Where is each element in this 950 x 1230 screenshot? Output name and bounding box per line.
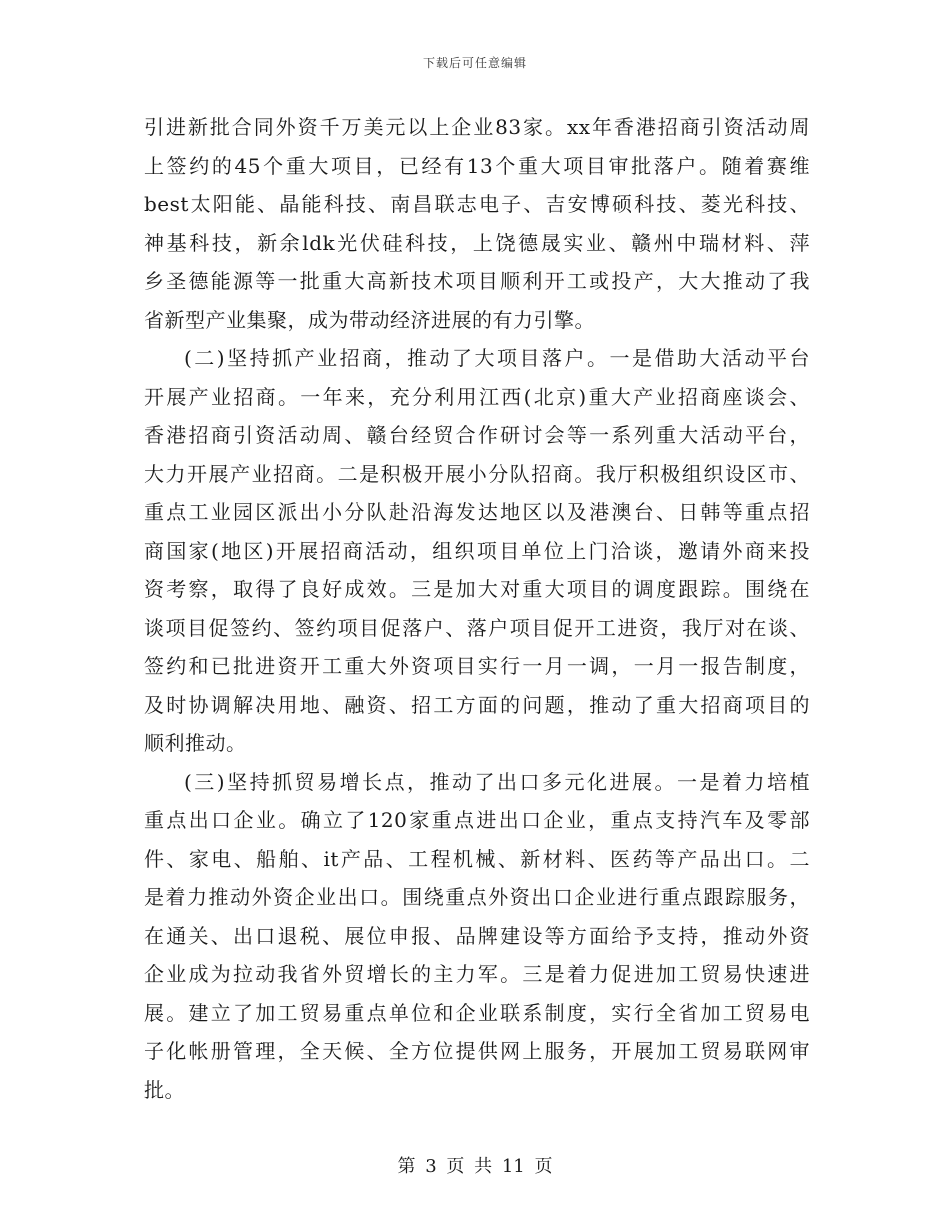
text-line: 及时协调解决用地、融资、招工方面的问题，推动了重大招商项目的 xyxy=(144,692,810,717)
text-line: 展。建立了加工贸易重点单位和企业联系制度，实行全省加工贸易电 xyxy=(144,1000,810,1025)
text-line: 是着力推动外资企业出口。围绕重点外资出口企业进行重点跟踪服务， xyxy=(144,885,810,909)
text-line: 签约和已批进资开工重大外资项目实行一月一调，一月一报告制度， xyxy=(144,654,810,678)
text-line: best太阳能、晶能科技、南昌联志电子、吉安博硕科技、菱光科技、 xyxy=(144,192,810,216)
text-line: 乡圣德能源等一批重大高新技术项目顺利开工或投产，大大推动了我 xyxy=(144,269,810,293)
text-line: 重点工业园区派出小分队赴沿海发达地区以及港澳台、日韩等重点招 xyxy=(144,500,810,524)
text-line: 香港招商引资活动周、赣台经贸合作研讨会等一系列重大活动平台， xyxy=(144,423,810,447)
text-line: 顺利推动。 xyxy=(144,731,247,755)
document-body xyxy=(144,108,810,1109)
text-line: 在通关、出口退税、展位申报、品牌建设等方面给予支持，推动外资 xyxy=(144,923,810,948)
text-line: 商国家(地区)开展招商活动，组织项目单位上门洽谈，邀请外商来投 xyxy=(144,538,810,563)
text-line: 开展产业招商。一年来，充分利用江西(北京)重大产业招商座谈会、 xyxy=(144,384,810,409)
text-line: 谈项目促签约、签约项目促落户、落户项目促开工进资，我厅对在谈、 xyxy=(144,615,810,640)
page-number-footer: 第 3 页 共 11 页 xyxy=(397,1156,553,1177)
text-line: 重点出口企业。确立了120家重点进出口企业，重点支持汽车及零部 xyxy=(144,808,810,832)
text-line: 企业成为拉动我省外贸增长的主力军。三是着力促进加工贸易快速进 xyxy=(144,962,810,986)
page-header: 下载后可任意编辑 xyxy=(422,56,527,70)
text-line: 神基科技，新余ldk光伏硅科技，上饶德晟实业、赣州中瑞材料、萍 xyxy=(144,230,810,255)
text-line: 省新型产业集聚，成为带动经济进展的有力引擎。 xyxy=(144,307,595,332)
text-line: 资考察，取得了良好成效。三是加大对重大项目的调度跟踪。围绕在 xyxy=(144,577,810,601)
text-line: 件、家电、船舶、it产品、工程机械、新材料、医药等产品出口。二 xyxy=(144,846,810,871)
text-line: 大力开展产业招商。二是积极开展小分队招商。我厅积极组织设区市、 xyxy=(144,461,810,486)
text-line: 上签约的45个重大项目，已经有13个重大项目审批落户。随着赛维 xyxy=(144,153,810,178)
text-line: 子化帐册管理，全天候、全方位提供网上服务，开展加工贸易联网审 xyxy=(144,1039,810,1063)
text-line: 批。 xyxy=(144,1077,185,1102)
paragraph-start-line: (三)坚持抓贸易增长点，推动了出口多元化进展。一是着力培植 xyxy=(184,769,810,794)
text-line: 引进新批合同外资千万美元以上企业83家。xx年香港招商引资活动周 xyxy=(144,115,810,139)
paragraph-start-line: (二)坚持抓产业招商，推动了大项目落户。一是借助大活动平台 xyxy=(184,346,810,370)
